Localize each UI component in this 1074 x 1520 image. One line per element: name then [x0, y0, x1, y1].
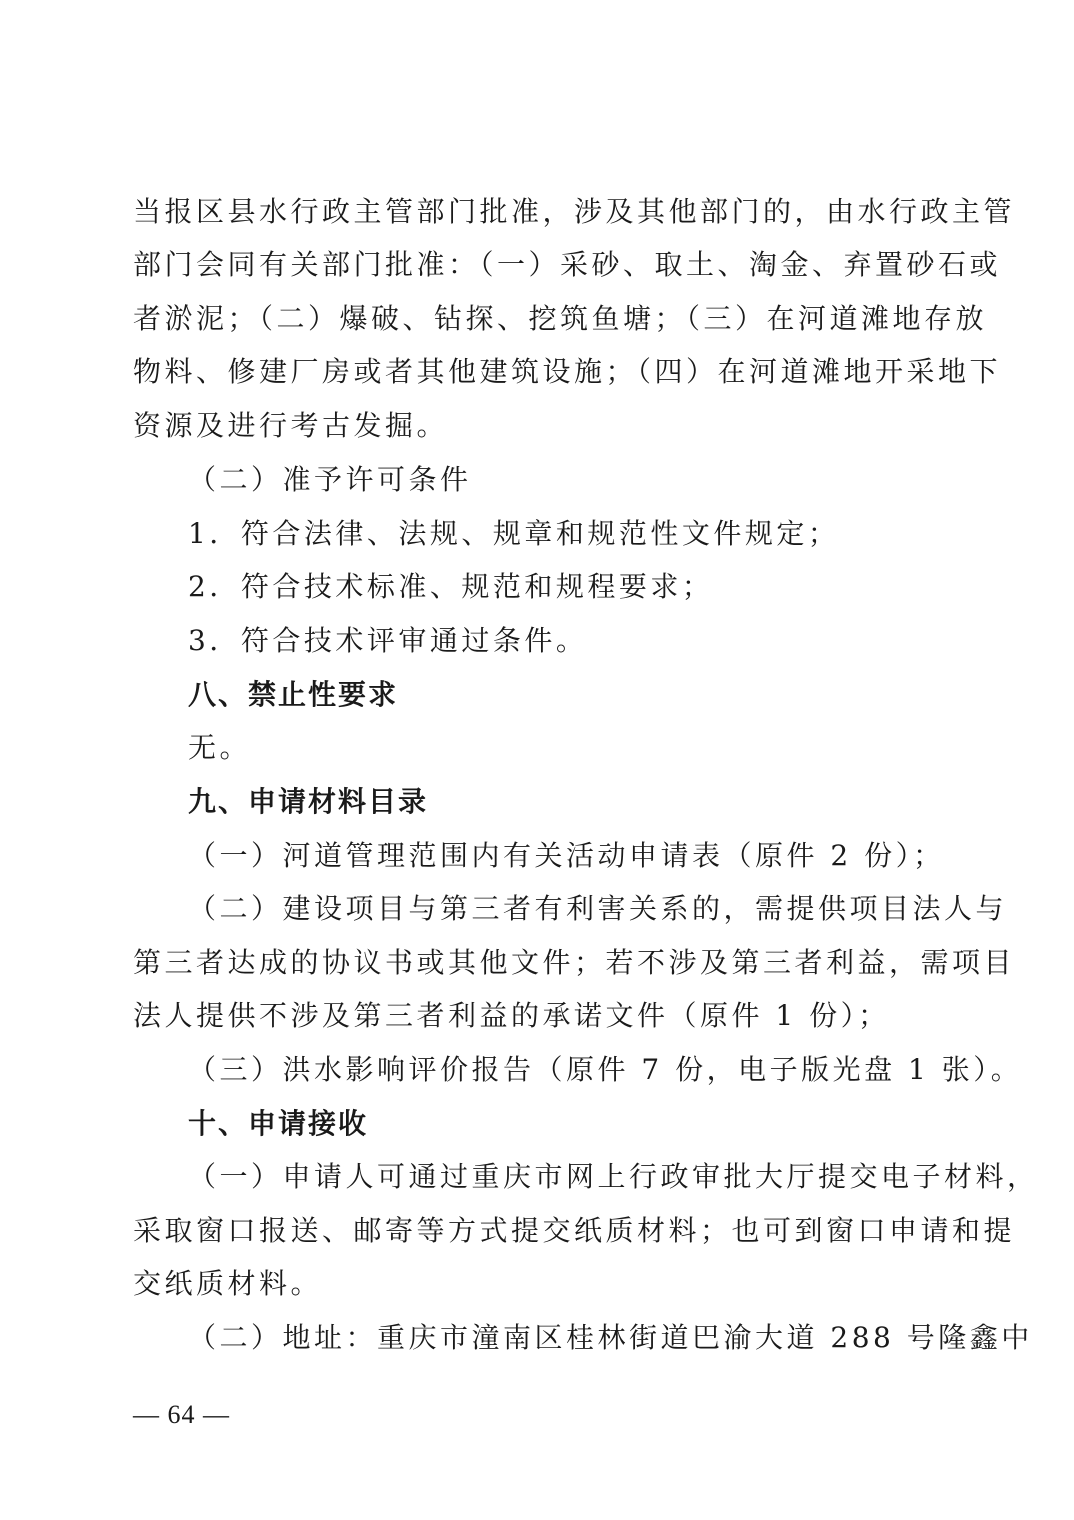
list-item: （二）地址：重庆市潼南区桂林街道巴渝大道 288 号隆鑫中	[188, 1321, 1033, 1354]
paragraph-line: 资源及进行考古发掘。	[133, 409, 449, 442]
list-item: （一）河道管理范围内有关活动申请表（原件 2 份）；	[188, 839, 945, 872]
list-item: 3．符合技术评审通过条件。	[188, 624, 588, 657]
subsection-title: （二）准予许可条件	[188, 463, 472, 496]
paragraph-line: 无。	[188, 731, 252, 764]
section-heading: 十、申请接收	[188, 1107, 369, 1140]
paragraph-line: 交纸质材料。	[133, 1267, 323, 1300]
list-item: （一）申请人可通过重庆市网上行政审批大厅提交电子材料，	[188, 1160, 1039, 1193]
paragraph-line: 第三者达成的协议书或其他文件；若不涉及第三者利益，需项目	[133, 946, 1016, 979]
section-heading: 九、申请材料目录	[188, 785, 429, 818]
page-number: — 64 —	[133, 1400, 230, 1429]
paragraph-line: 采取窗口报送、邮寄等方式提交纸质材料；也可到窗口申请和提	[133, 1214, 1016, 1247]
list-item: 2．符合技术标准、规范和规程要求；	[188, 570, 714, 603]
list-item: （二）建设项目与第三者有利害关系的，需提供项目法人与	[188, 892, 1008, 925]
paragraph-line: 者淤泥；（二）爆破、钻探、挖筑鱼塘；（三）在河道滩地存放	[133, 302, 988, 335]
paragraph-line: 物料、修建厂房或者其他建筑设施；（四）在河道滩地开采地下	[133, 355, 1002, 388]
paragraph-line: 部门会同有关部门批准：（一）采砂、取土、淘金、弃置砂石或	[133, 248, 1002, 281]
paragraph-line: 法人提供不涉及第三者利益的承诺文件（原件 1 份）；	[133, 999, 890, 1032]
list-item: 1．符合法律、法规、规章和规范性文件规定；	[188, 517, 840, 550]
section-heading: 八、禁止性要求	[188, 678, 399, 711]
list-item: （三）洪水影响评价报告（原件 7 份，电子版光盘 1 张）。	[188, 1053, 1023, 1086]
paragraph-line: 当报区县水行政主管部门批准，涉及其他部门的，由水行政主管	[133, 195, 1016, 228]
